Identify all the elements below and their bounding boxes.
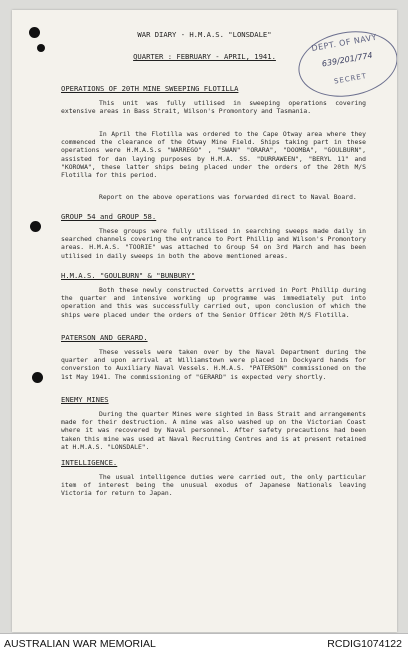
document-title: WAR DIARY - H.M.A.S. "LONSDALE" xyxy=(137,30,272,39)
punch-hole xyxy=(30,221,41,232)
stamp-bottom-text: SECRET xyxy=(333,71,368,86)
section-heading: H.M.A.S. "GOULBURN" & "BUNBURY" xyxy=(61,271,196,280)
section-heading: INTELLIGENCE. xyxy=(61,458,118,467)
footer-source: AUSTRALIAN WAR MEMORIAL xyxy=(4,638,156,650)
paragraph: This unit was fully utilised in sweeping operations covering extensive areas in Bass Strait, Wilson's Promontory and Tasmania. xyxy=(61,99,366,116)
paragraph: The usual intelligence duties were carried out, the only particular item of interest being the unusual exodus of Japanese Nationals leaving Victoria for return to Japan. xyxy=(61,473,366,498)
quarter-line: QUARTER : FEBRUARY - APRIL, 1941. xyxy=(133,52,276,61)
section-heading: PATERSON AND GERARD. xyxy=(61,333,148,342)
footer-id: RCDIG1074122 xyxy=(327,638,402,650)
archive-footer xyxy=(0,633,408,654)
section-heading: OPERATIONS OF 20TH MINE SWEEPING FLOTILLA xyxy=(61,84,239,93)
stamp-reference: 639/201/774 xyxy=(321,50,374,69)
paragraph: In April the Flotilla was ordered to the Cape Otway area where they commenced the clearance of the Otway Mine Field. Ships taking part in these operations were H.M.A.S.s "WARREGO" , "SWAN" "ORARA", "DOOMBA", "GOULBURN", assisted for dan laying purposes by H.M.A. SS. "DURRAWEEN", "BERYL 11" and "KOROWA", these latter ships being placed under the orders of the 20th M/S Flotilla for this period. xyxy=(61,130,366,180)
paragraph: These groups were fully utilised in searching sweeps made daily in searched channels covering the entrance to Port Phillip and Wilson's Promontory areas. H.M.A.S. "TOORIE" was attached to Group 54 on 3rd March and has been utilised in daily sweeps in both the above mentioned areas. xyxy=(61,227,366,260)
document-page xyxy=(12,10,397,632)
paragraph: During the quarter Mines were sighted in Bass Strait and arrangements made for their destruction. A mine was also washed up on the Victorian Coast where it was recovered by Naval personnel. After safety precautions had been taken this mine was used at Naval Recruiting Centres and is at present retained at H.M.A.S. "LONSDALE". xyxy=(61,410,366,451)
punch-hole xyxy=(32,372,43,383)
stamp-top-text: DEPT. OF NAVY xyxy=(310,32,378,54)
paragraph: Report on the above operations was forwarded direct to Naval Board. xyxy=(99,193,357,201)
paragraph: Both these newly constructed Corvetts arrived in Port Phillip during the quarter and intensive working up programme was immediately put into operation and this was successfully carried out, upon conclusion of which the ships were placed under the orders of the Senior Officer 20th M/S Flotilla. xyxy=(61,286,366,319)
section-heading: GROUP 54 and GROUP 58. xyxy=(61,212,157,221)
punch-hole xyxy=(37,44,45,52)
section-heading: ENEMY MINES xyxy=(61,395,109,404)
paragraph: These vessels were taken over by the Naval Department during the quarter and upon arrival at Williamstown were placed in Dockyard hands for conversion to Auxiliary Naval Vessels. H.M.A.S. "PATERSON" commissioned on the 1st May 1941. The commissioning of "GERARD" is expected very shortly. xyxy=(61,348,366,381)
